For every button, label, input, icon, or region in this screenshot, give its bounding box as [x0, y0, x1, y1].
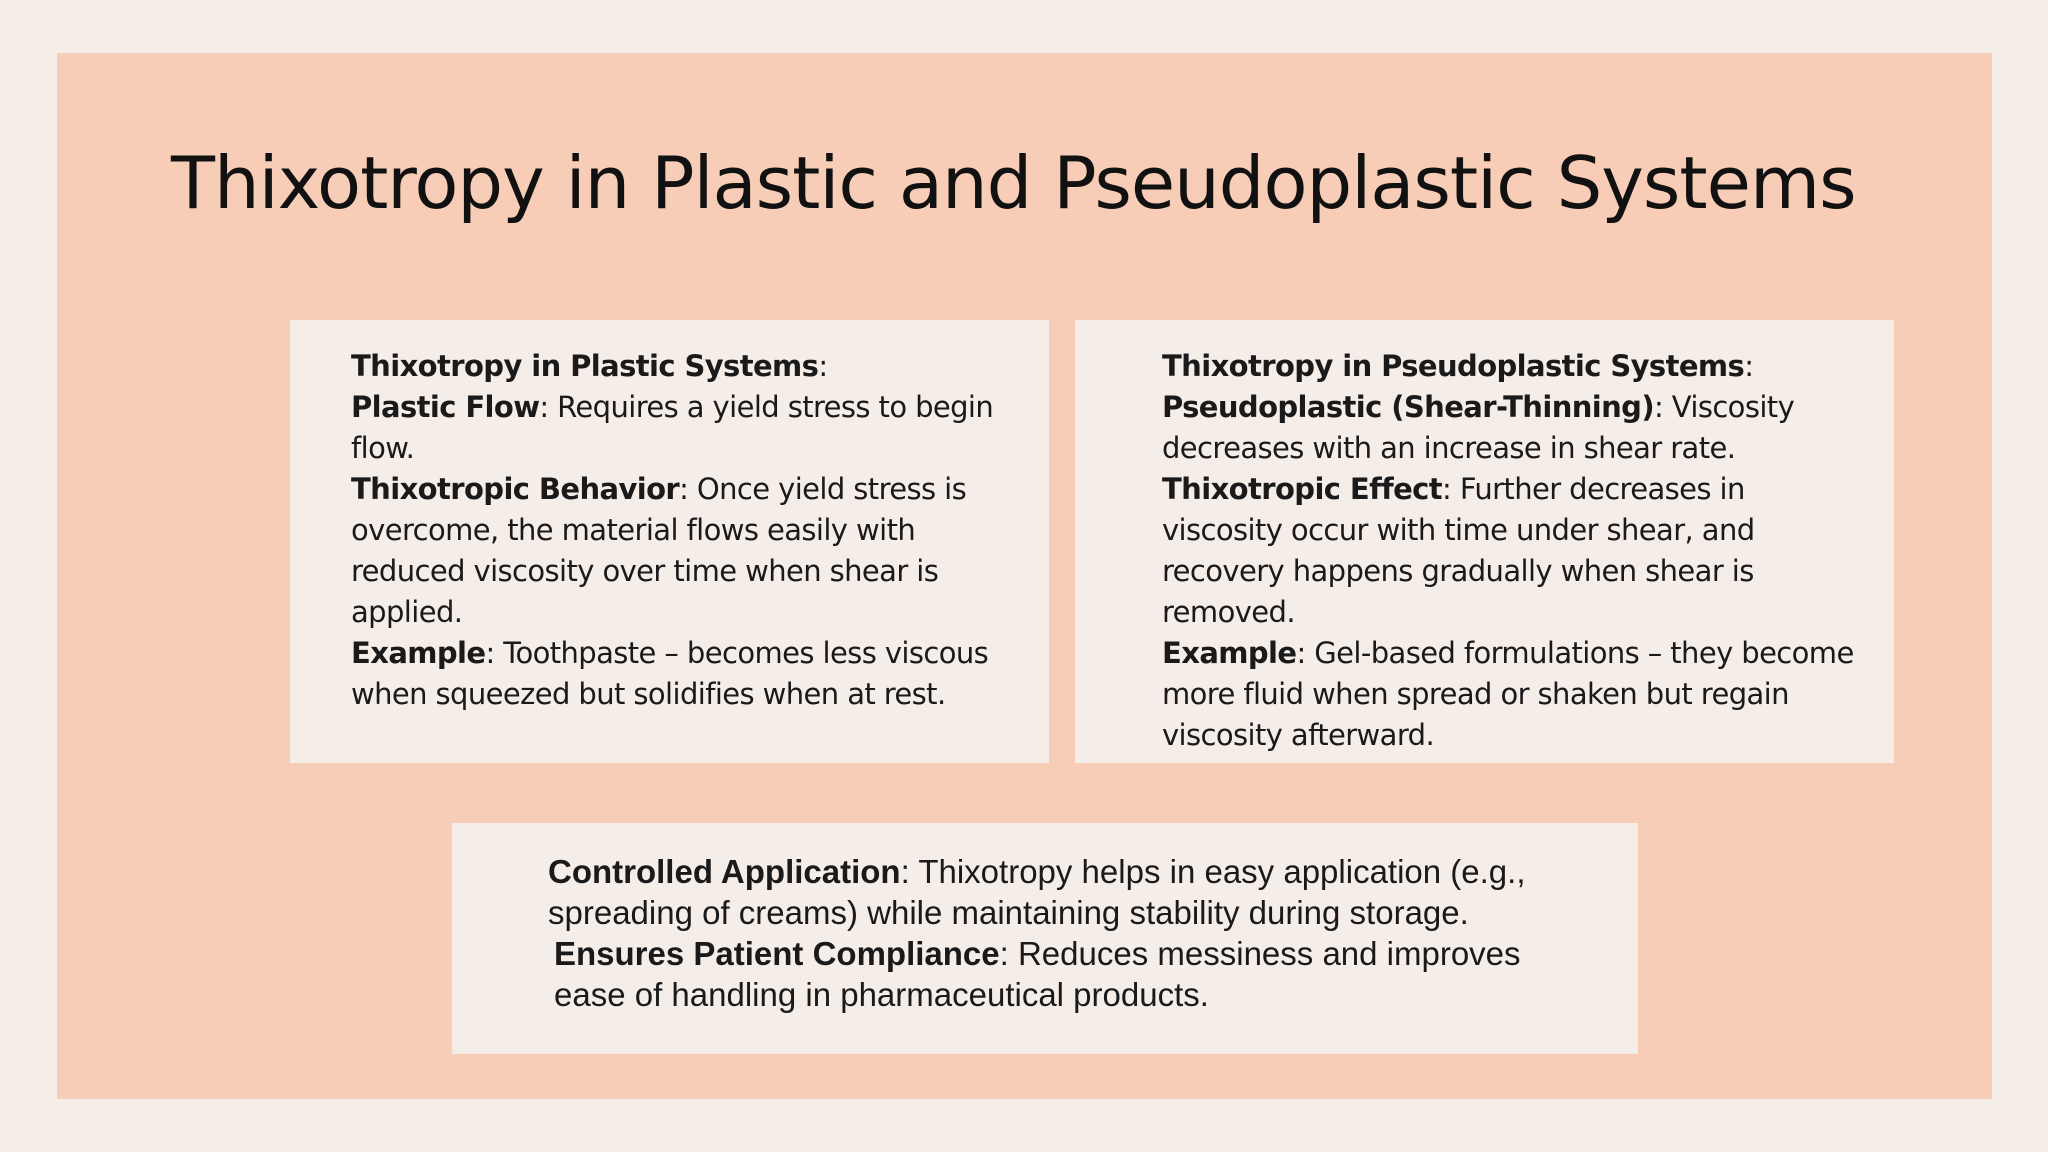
patient-compliance-item — [548, 933, 1598, 1015]
plastic-systems-text — [351, 346, 1009, 715]
plastic-flow-desc: : Requires a yield stress to begin flow. — [351, 390, 994, 465]
thixotropic-effect-term: Thixotropic Effect — [1162, 472, 1443, 506]
benefits-text — [548, 851, 1598, 1015]
patient-compliance-desc: : Reduces messiness and improves ease of handling in pharmaceutical products. — [554, 935, 1521, 1013]
pseudoplastic-example-desc: : Gel-based formulations – they become more fluid when spread or shaken but regain viscosity afterward. — [1162, 636, 1854, 752]
plastic-example-item — [351, 633, 1009, 715]
plastic-systems-card — [290, 320, 1049, 763]
plastic-example-desc: : Toothpaste – becomes less viscous when squeezed but solidifies when at rest. — [351, 636, 989, 711]
shear-thinning-desc: : Viscosity decreases with an increase in shear rate. — [1162, 390, 1795, 465]
plastic-example-term: Example — [351, 636, 486, 670]
patient-compliance-term: Ensures Patient Compliance — [554, 935, 1000, 972]
pseudoplastic-example-item — [1162, 633, 1854, 756]
plastic-heading: Thixotropy in Plastic Systems: — [351, 349, 828, 383]
thixotropic-behavior-term: Thixotropic Behavior — [351, 472, 680, 506]
thixotropic-behavior-desc: : Once yield stress is overcome, the material flows easily with reduced viscosity over time when shear is applied. — [351, 472, 967, 629]
pseudoplastic-heading: Thixotropy in Pseudoplastic Systems: — [1162, 349, 1754, 383]
thixotropic-behavior-item — [351, 469, 1009, 633]
controlled-application-term: Controlled Application — [548, 853, 901, 890]
plastic-flow-term: Plastic Flow — [351, 390, 540, 424]
slide-title: Thixotropy in Plastic and Pseudoplastic Systems — [171, 141, 1856, 225]
plastic-flow-item — [351, 387, 1009, 469]
shear-thinning-item — [1162, 387, 1854, 469]
controlled-application-item — [548, 851, 1598, 933]
thixotropic-effect-desc: : Further decreases in viscosity occur with time under shear, and recovery happens gradually when shear is removed. — [1162, 472, 1755, 629]
benefits-card — [452, 823, 1638, 1054]
thixotropic-effect-item — [1162, 469, 1854, 633]
pseudoplastic-systems-text — [1162, 346, 1854, 756]
pseudoplastic-example-term: Example — [1162, 636, 1297, 670]
shear-thinning-term: Pseudoplastic (Shear-Thinning) — [1162, 390, 1654, 424]
controlled-application-desc: : Thixotropy helps in easy application (e.g., spreading of creams) while maintaining stability during storage. — [548, 853, 1526, 931]
pseudoplastic-systems-card — [1075, 320, 1894, 763]
